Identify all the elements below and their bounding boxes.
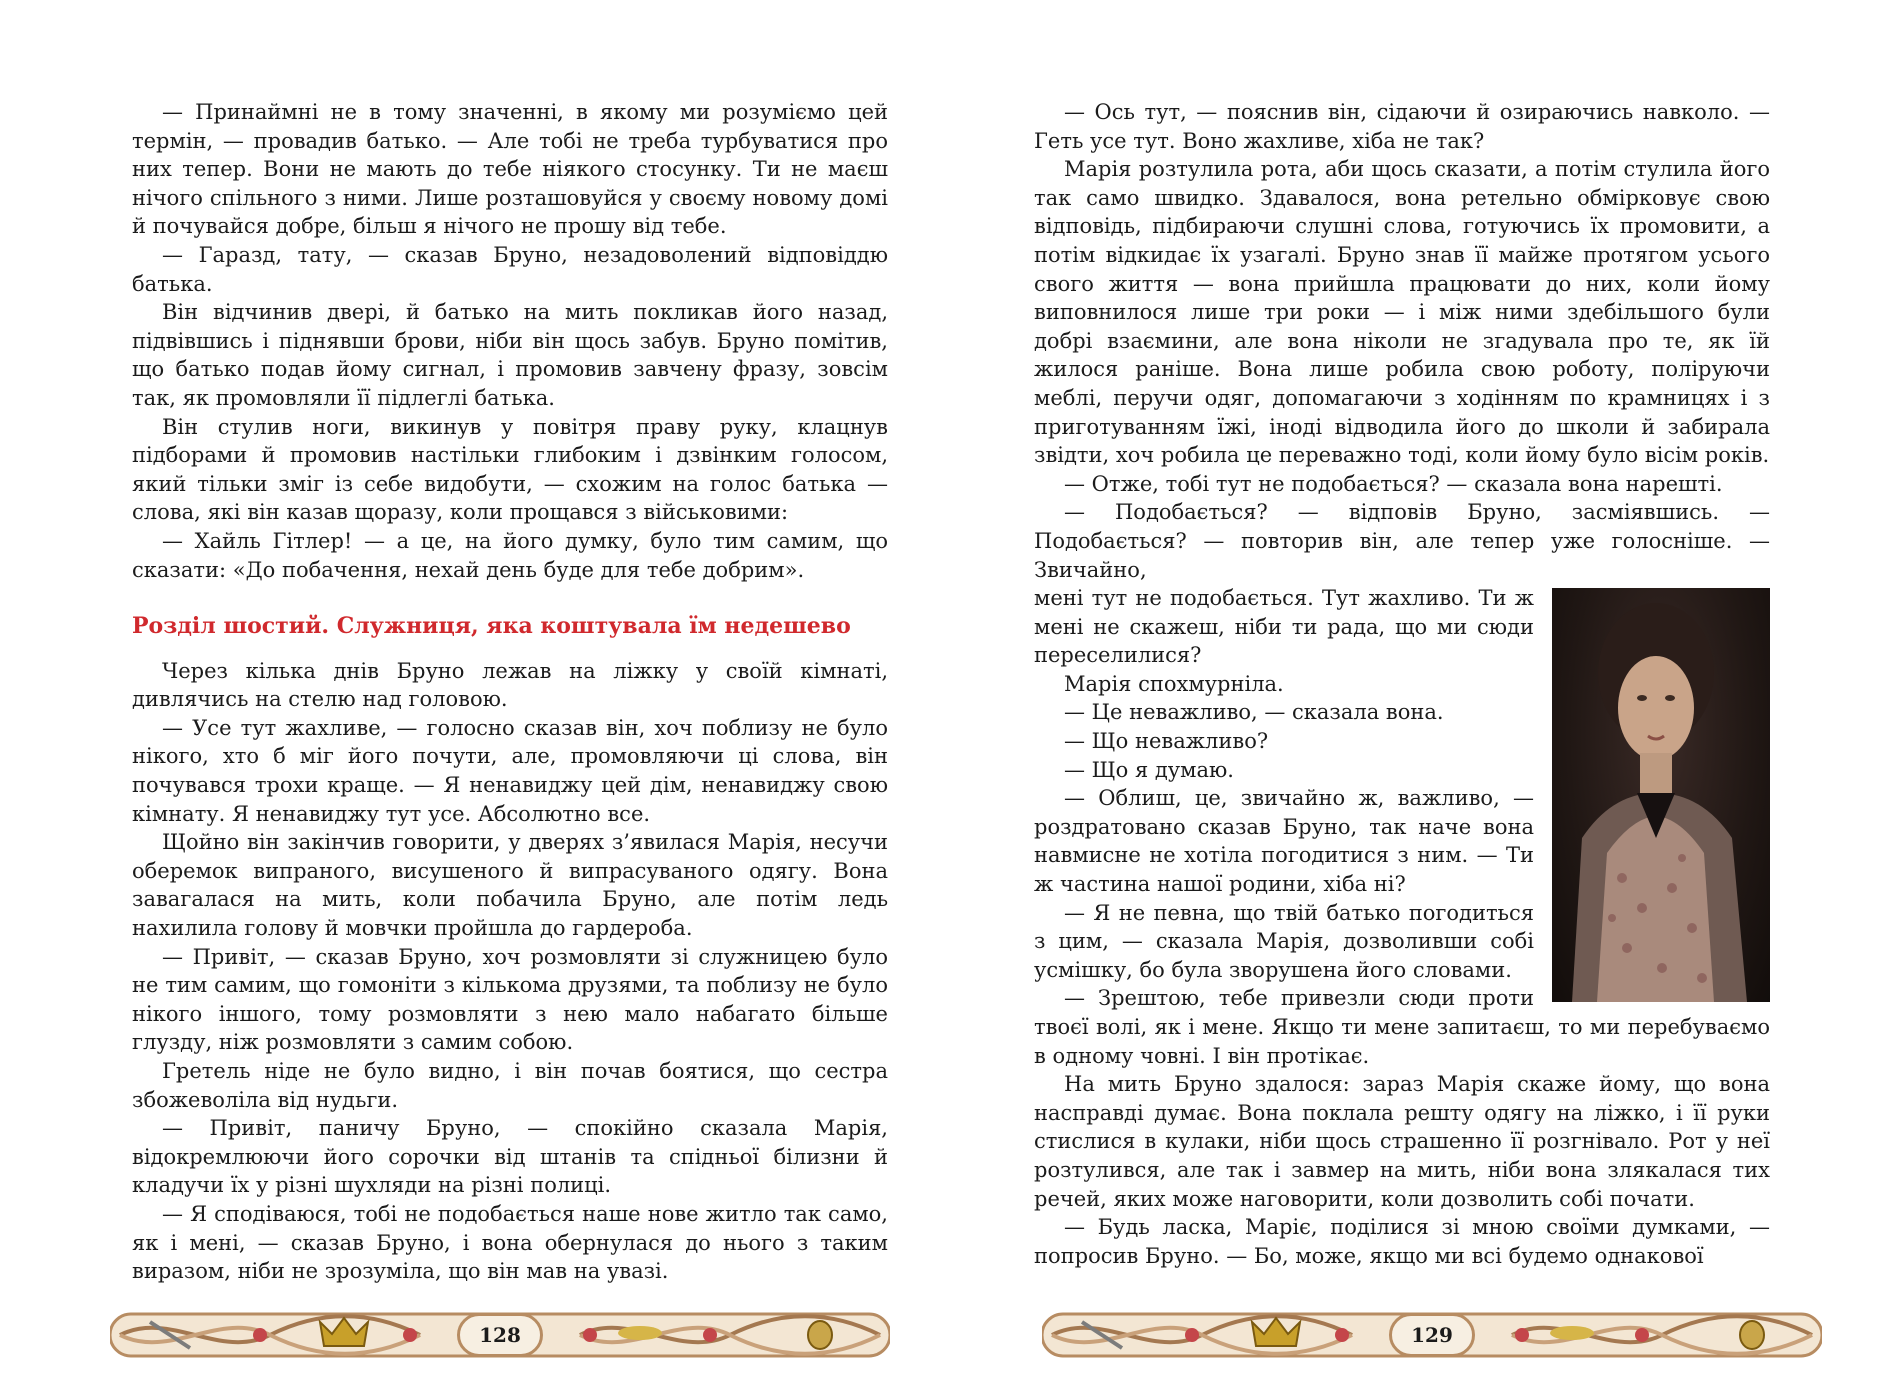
paragraph: — Будь ласка, Маріє, поділися зі мною своїми думками, — попросив Бруно. — Бо, може, якщо ми всі будемо однакової [1034, 1215, 1770, 1268]
paragraph: — Ось тут, — пояснив він, сідаючи й озираючись навколо. — Геть усе тут. Воно жахливе, хіба не так? [1034, 100, 1770, 153]
paragraph: — Принаймні не в тому значенні, в якому ми розуміємо цей термін, — провадив батько. — Але тобі не треба турбуватися про них тепер. Вони не мають до тебе ніякого стосунку. Ти не маєш нічого спільного з ними. Лише розташовуйся у своєму новому домі й почувайся добре, більш я нічого не прошу від тебе. [132, 100, 888, 239]
chapter-heading: Розділ шостий. Служниця, яка коштувала їм недешево [132, 613, 851, 640]
portrait-photo [1552, 588, 1770, 1002]
right-page-text [1034, 98, 1770, 1270]
page-number: 128 [457, 1313, 543, 1357]
paragraph: — Облиш, це, звичайно ж, важливо, — роздратовано сказав Бруно, так наче вона навмисне не хотіла погодитися з ним. — Ти ж частина нашої родини, хіба ні? [1034, 786, 1534, 897]
paragraph: — Я не певна, що твій батько погодиться з цим, — сказала Марія, дозволивши собі усмішку, бо була зворушена його словами. [1034, 900, 1534, 982]
paragraph: Він відчинив двері, й батько на мить покликав його назад, підвівшись і піднявши брови, ніби він щось забув. Бруно помітив, що батько подав йому сигнал, і промовив завчену фразу, зовсім так, як промовляли її підлеглі батька. [132, 300, 888, 410]
paragraph: — Привіт, — сказав Бруно, хоч розмовляти зі служницею було не тим самим, що гомоніти з кількома друзями, та поблизу не було нікого іншого, тому розмовляти з нею мало набагато більше глузду, ніж розмовляти з самим собою. [132, 944, 888, 1055]
paragraph: — Отже, тобі тут не подобається? — сказала вона нарешті. [1064, 471, 1723, 496]
paragraph: Марія розтулила рота, аби щось сказати, а потім стулила його так само швидко. Здавалося, вона ретельно обмірковує свою відповідь, підбираючи слушні слова, готуючись їх промовити, а потім відкидає їх узагалі. Бруно знав її майже протягом усього свого життя — вона прийшла працювати до них, коли йому виповнилося лише три роки — і між ними здебільшого були добрі взаємини, але вона ніколи не згадувала про те, як їй жилося раніше. Вона лише робила свою роботу, поліруючи меблі, перучи одяг, допомагаючи з ходінням по крамницях і з приготуванням їжі, іноді відводила його до школи й забирала звідти, хоч робила це переважно тоді, коли йому було вісім років. [1034, 157, 1770, 468]
page-number: 129 [1389, 1313, 1475, 1357]
paragraph: — Зрештою, тебе привезли сюди проти твоєї волі, як і мене. Якщо ти мене запитаєш, то ми перебуваємо в одному човні. І він протікає. [1034, 986, 1770, 1068]
portrait-image [1552, 588, 1770, 1002]
paragraph: — Що я думаю. [1064, 757, 1234, 782]
paragraph: — Що неважливо? [1064, 729, 1269, 754]
paragraph: Гретель ніде не було видно, і він почав боятися, що сестра збожеволіла від нудьги. [132, 1059, 888, 1112]
paragraph: На мить Бруно здалося: зараз Марія скаже йому, що вона насправді думає. Вона поклала решту одягу на ліжко, і її руки стислися в кулаки, ніби щось страшенно її розгнівало. Рот у неї розтулився, але так і завмер на мить, ніби вона злякалася тих речей, яких може наговорити, коли дозволить собі почати. [1034, 1072, 1770, 1211]
paragraph: Марія спохмурніла. [1064, 671, 1284, 696]
decorative-footer-border [110, 1300, 890, 1370]
paragraph: мені тут не подобається. Тут жахливо. Ти ж мені не скажеш, ніби ти рада, що ми сюди переселилися? [1034, 586, 1534, 668]
paragraph: — Це неважливо, — сказала вона. [1064, 700, 1444, 725]
paragraph: — Хайль Гітлер! — а це, на його думку, було тим самим, що сказати: «До побачення, нехай день буде для тебе добрим». [132, 528, 888, 582]
paragraph: — Привіт, паничу Бруно, — спокійно сказала Марія, відокремлюючи його сорочки від штанів та спідньої білизни й кладучи їх у різні шухляди на різні полиці. [132, 1116, 888, 1198]
paragraph: — Гаразд, тату, — сказав Бруно, незадоволений відповіддю батька. [132, 242, 888, 296]
paragraph: Через кілька днів Бруно лежав на ліжку у своїй кімнаті, дивлячись на стелю над головою. [132, 658, 888, 712]
paragraph: — Подобається? — відповів Бруно, засміявшись. — Подобається? — повторив він, але тепер уже голосніше. — Звичайно, [1034, 500, 1770, 582]
paragraph: Щойно він закінчив говорити, у дверях з’явилася Марія, несучи оберемок випраного, висушеного й випрасуваного одягу. Вона завагалася на мить, коли побачила Бруно, але потім ледь нахилила голову й мовчки пройшла до гардероба. [132, 830, 888, 941]
decorative-footer-border [1042, 1300, 1822, 1370]
paragraph: — Я сподіваюся, тобі не подобається наше нове житло так само, як і мені, — сказав Бруно, і вона обернулася до нього з таким виразом, ніби не зрозуміла, що він мав на увазі. [132, 1201, 888, 1284]
left-page-text [132, 98, 888, 1286]
paragraph: — Усе тут жахливе, — голосно сказав він, хоч поблизу не було нікого, хто б міг його почути, але, промовляючи ці слова, він почувався трохи краще. — Я ненавиджу цей дім, ненавиджу свою кімнату. Я ненавиджу тут усе. Абсолютно все. [132, 715, 888, 826]
paragraph: Він стулив ноги, викинув у повітря праву руку, клацнув підборами й промовив настільки глибоким і дзвінким голосом, який тільки зміг із себе видобути, — схожим на голос батька — слова, які він казав щоразу, коли прощався з військовими: [132, 414, 888, 525]
right-page [952, 0, 1904, 1400]
